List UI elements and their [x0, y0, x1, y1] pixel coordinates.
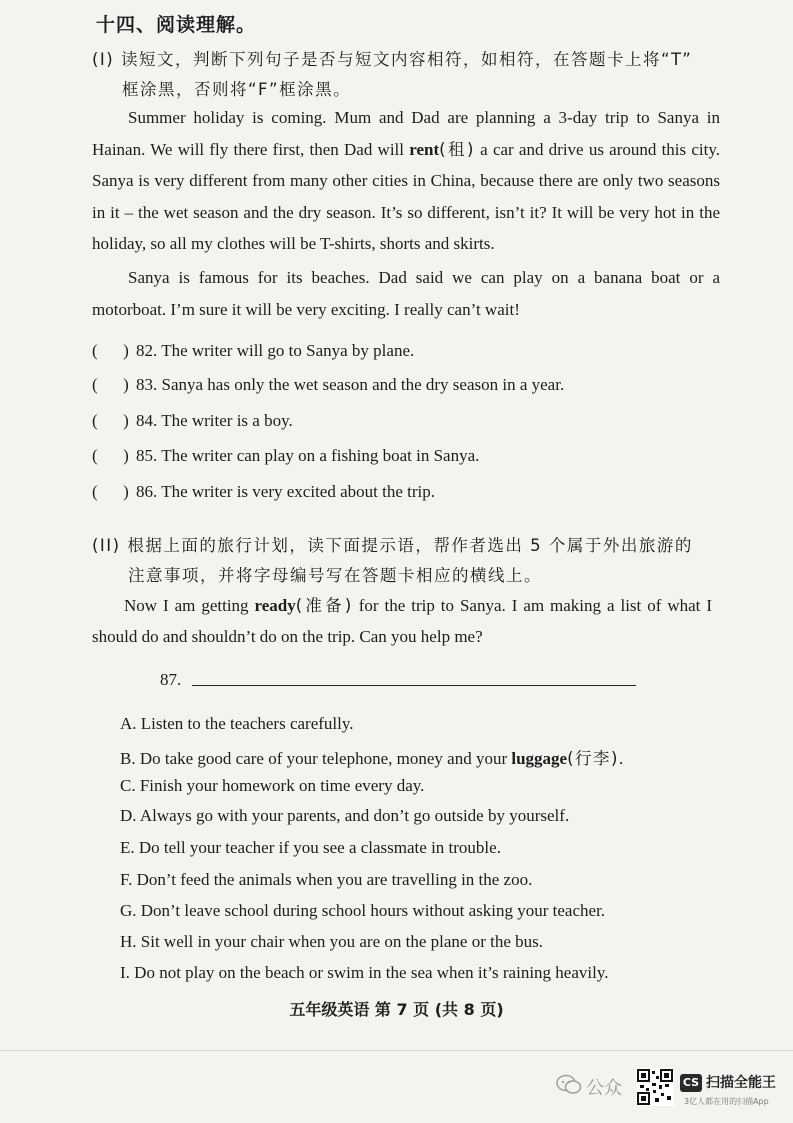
- question-87-label: 87.: [160, 670, 182, 689]
- qr-code-icon: [636, 1068, 674, 1111]
- passage-paragraph-1: [92, 102, 720, 260]
- option-e: E. Do tell your teacher if you see a classmate in trouble.: [120, 838, 501, 857]
- part1-instruction-line1: (I) 读短文，判断下列句子是否与短文内容相符，如相符，在答题卡上将“T”: [92, 50, 693, 69]
- answer-blank[interactable]: ( ): [92, 482, 129, 501]
- option-b-text: B. Do take good care of your telephone, money and your: [120, 749, 512, 768]
- keyword-luggage-gloss: (行李): [567, 749, 619, 768]
- question-84: [92, 411, 293, 431]
- scanner-app-name: 扫描全能王: [706, 1075, 776, 1091]
- answer-blank[interactable]: ( ): [92, 446, 129, 465]
- passage-paragraph-2: [92, 262, 720, 325]
- passage-p2-text: Sanya is famous for its beaches. Dad said we can play on a banana boat or a motorboat. I’m sure it will be very exciting. I really can’t wait!: [92, 268, 720, 319]
- answer-blank[interactable]: ( ): [92, 341, 129, 360]
- part2-intro-end: for the trip to Sanya. I am making a list of what I should do and shouldn’t do on the trip. Can you help me?: [92, 596, 713, 646]
- passage-p1-end: a car and drive us around this city. Sanya is very different from many other cities in China, because there are only two seasons in it – the wet season and the dry season. It’s so different, isn’t it? It will be very hot in the holiday, so all my clothes will be T-shirts, shorts and skirts.: [92, 139, 721, 253]
- section-heading: 十四、阅读理解。: [96, 14, 257, 36]
- option-a: A. Listen to the teachers carefully.: [120, 714, 354, 733]
- bottom-divider: [0, 1050, 793, 1051]
- part1-instruction-line2: 框涂黑，否则将“F”框涂黑。: [122, 80, 352, 99]
- question-text: 82. The writer will go to Sanya by plane.: [136, 341, 415, 360]
- part2-intro-start: Now I am getting: [124, 596, 255, 615]
- part2-instruction-line2: 注意事项，并将字母编号写在答题卡相应的横线上。: [128, 566, 542, 585]
- option-b: [120, 745, 623, 769]
- option-b-end: .: [618, 749, 624, 768]
- question-82: [92, 341, 414, 361]
- question-text: 85. The writer can play on a fishing boat in Sanya.: [136, 446, 480, 465]
- keyword-rent-gloss: (租): [439, 139, 475, 159]
- question-text: 84. The writer is a boy.: [136, 411, 293, 430]
- passage-p1-start: Summer holiday is coming. Mum and Dad are planning a 3-day trip to Sanya in Hainan. We will fly there first, then Dad will: [92, 108, 720, 159]
- scanner-app-logo-icon: CS: [680, 1074, 702, 1092]
- question-83: [92, 375, 564, 395]
- answer-blank[interactable]: ( ): [92, 375, 129, 394]
- option-h: H. Sit well in your chair when you are on the plane or the bus.: [120, 932, 544, 951]
- option-i: I. Do not play on the beach or swim in the sea when it’s raining heavily.: [120, 963, 609, 982]
- keyword-ready: ready: [254, 596, 296, 615]
- keyword-ready-gloss: (准备): [295, 596, 353, 615]
- option-d: D. Always go with your parents, and don’t go outside by yourself.: [120, 806, 570, 825]
- scanner-app-tagline: 3亿人都在用的扫描App: [684, 1097, 769, 1106]
- question-text: 86. The writer is very excited about the trip.: [136, 482, 435, 501]
- keyword-luggage: luggage: [511, 749, 568, 768]
- part2-instruction-line1: (II) 根据上面的旅行计划，读下面提示语，帮作者选出 5 个属于外出旅游的: [92, 536, 693, 555]
- question-86: [92, 482, 435, 502]
- wechat-icon: [556, 1074, 582, 1101]
- answer-blank[interactable]: ( ): [92, 411, 129, 430]
- page-footer: 五年级英语 第 7 页 (共 8 页): [289, 1000, 504, 1019]
- option-g: G. Don’t leave school during school hours without asking your teacher.: [120, 901, 606, 920]
- option-f: F. Don’t feed the animals when you are travelling in the zoo.: [120, 870, 533, 889]
- part2-intro: [92, 590, 712, 652]
- question-87-answer-line[interactable]: [192, 685, 636, 686]
- option-c: C. Finish your homework on time every day.: [120, 776, 425, 795]
- keyword-rent: rent: [409, 139, 440, 159]
- wechat-label: 公众: [586, 1078, 622, 1099]
- question-text: 83. Sanya has only the wet season and the dry season in a year.: [136, 375, 565, 394]
- question-85: [92, 446, 479, 466]
